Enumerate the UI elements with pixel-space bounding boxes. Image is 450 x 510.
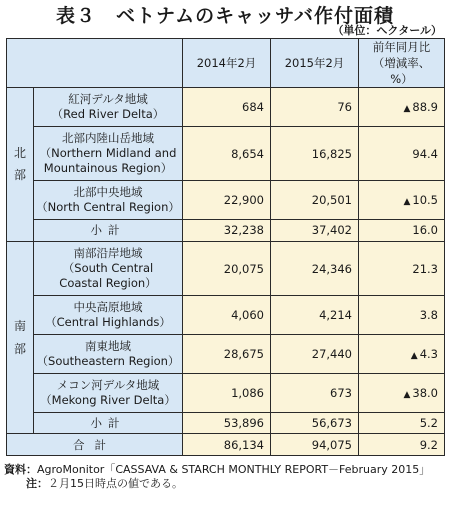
decline-marker: ▲ [403,197,411,208]
table-row [7,181,445,220]
subtotal-2015 [271,220,359,242]
subtotal-2015-value: 37,402 [311,223,352,238]
total-2015-value: 94,075 [311,437,352,452]
value-change [359,296,445,335]
subtotal-label: 小計 [34,220,183,242]
total-2015 [271,434,359,456]
header-change-line2: （増減率、%） [372,56,431,86]
group-label-south: 南 部 [7,241,34,434]
source-text: AgroMonitor「CASSAVA & STARCH MONTHLY REPORT－February 2015」 [37,463,431,476]
table-row [7,296,445,335]
total-change [359,434,445,456]
subtotal-change-value: 5.2 [419,415,438,430]
total-label: 合計 [7,434,183,456]
header-2015: 2015年2月 [271,39,359,88]
value-2014-value: 684 [242,99,264,114]
region-name-jp: 紅河デルタ地域 [68,91,148,106]
table-body [7,88,445,456]
value-2014 [183,296,271,335]
decline-marker: ▲ [410,351,418,362]
region-name-jp: 中央高原地域 [73,300,143,315]
value-change-value: 3.8 [419,308,438,323]
value-change-value: 88.9 [412,99,438,114]
region-name-jp: 南東地域 [85,339,131,354]
region-name-jp: 北部内陸山岳地域 [62,131,154,146]
table-title: 表３ ベトナムのキャッサバ作付面積 [56,5,394,27]
value-2014 [183,241,271,296]
region-name-en: （North Central Region） [36,200,180,215]
value-change [359,88,445,127]
header-change-line1: 前年同月比 [372,40,431,54]
value-2015-value: 76 [337,99,352,114]
table-row [7,126,445,181]
value-2015 [271,296,359,335]
value-2015 [271,126,359,181]
value-2014-value: 1,086 [231,385,264,400]
table-row [7,88,445,127]
note-label: 注： [26,477,48,491]
decline-marker: ▲ [403,389,411,400]
value-2014-value: 4,060 [231,308,264,323]
region-name [34,126,183,181]
value-2015-value: 16,825 [311,146,352,161]
unit-label: （単位：ヘクタール） [332,24,442,37]
value-2014-value: 22,900 [223,193,264,208]
region-name-en: （Mekong River Delta） [40,392,176,407]
region-name [34,335,183,374]
value-change [359,241,445,296]
value-2014 [183,126,271,181]
cassava-area-table [6,38,445,456]
table-row [7,335,445,374]
total-2014 [183,434,271,456]
subtotal-label: 小計 [34,412,183,434]
value-2015-value: 673 [330,385,352,400]
value-2014 [183,373,271,412]
total-row [7,434,445,456]
region-name [34,373,183,412]
subtotal-2015-value: 56,673 [311,415,352,430]
region-name-en: （Northern Midland and Mountainous Region） [39,146,177,176]
value-2015 [271,241,359,296]
subtotal-change [359,220,445,242]
region-name [34,88,183,127]
subtotal-2014-value: 53,896 [223,415,264,430]
subtotal-2014-value: 32,238 [223,223,264,238]
value-2014 [183,88,271,127]
value-2015-value: 20,501 [311,193,352,208]
notes [4,463,446,492]
value-2015-value: 27,440 [311,347,352,362]
region-name [34,241,183,296]
subtotal-change-value: 16.0 [412,223,438,238]
subtotal-2015 [271,412,359,434]
value-2014-value: 20,075 [223,261,264,276]
value-2015 [271,88,359,127]
value-change [359,181,445,220]
region-name-en: （Central Highlands） [45,315,171,330]
subtotal-row-north [7,220,445,242]
region-name-jp: メコン河デルタ地域 [56,377,160,392]
header-row [7,39,445,88]
region-name-jp: 南部沿岸地域 [73,246,143,261]
value-2015-value: 4,214 [319,308,352,323]
value-change [359,126,445,181]
value-2014 [183,335,271,374]
value-2014-value: 28,675 [223,347,264,362]
region-name-en: （Red River Delta） [51,106,165,121]
value-change-value: 94.4 [412,146,438,161]
region-name-en: （Southeastern Region） [36,354,180,369]
value-change-value: 21.3 [412,261,438,276]
total-change-value: 9.2 [419,437,438,452]
value-change [359,373,445,412]
table-row [7,373,445,412]
value-change-value: 10.5 [412,193,438,208]
value-2014-value: 8,654 [231,146,264,161]
subtotal-2014 [183,220,271,242]
decline-marker: ▲ [403,103,411,114]
total-2014-value: 86,134 [223,437,264,452]
value-change-value: 4.3 [419,347,438,362]
value-2015 [271,373,359,412]
region-name [34,181,183,220]
header-2014: 2014年2月 [183,39,271,88]
note-text: ２月15日時点の値である。 [48,477,183,491]
subtotal-row-south [7,412,445,434]
header-change [359,39,445,88]
header-corner [7,39,183,88]
value-2015-value: 24,346 [311,261,352,276]
region-name [34,296,183,335]
subtotal-2014 [183,412,271,434]
subtotal-change [359,412,445,434]
value-change [359,335,445,374]
value-2014 [183,181,271,220]
region-name-jp: 北部中央地域 [73,185,143,200]
region-name-en: （South Central Coastal Region） [59,261,157,291]
table-row [7,241,445,296]
value-2015 [271,335,359,374]
value-change-value: 38.0 [412,385,438,400]
value-2015 [271,181,359,220]
group-label-north: 北 部 [7,88,34,242]
source-label: 資料： [4,463,37,476]
